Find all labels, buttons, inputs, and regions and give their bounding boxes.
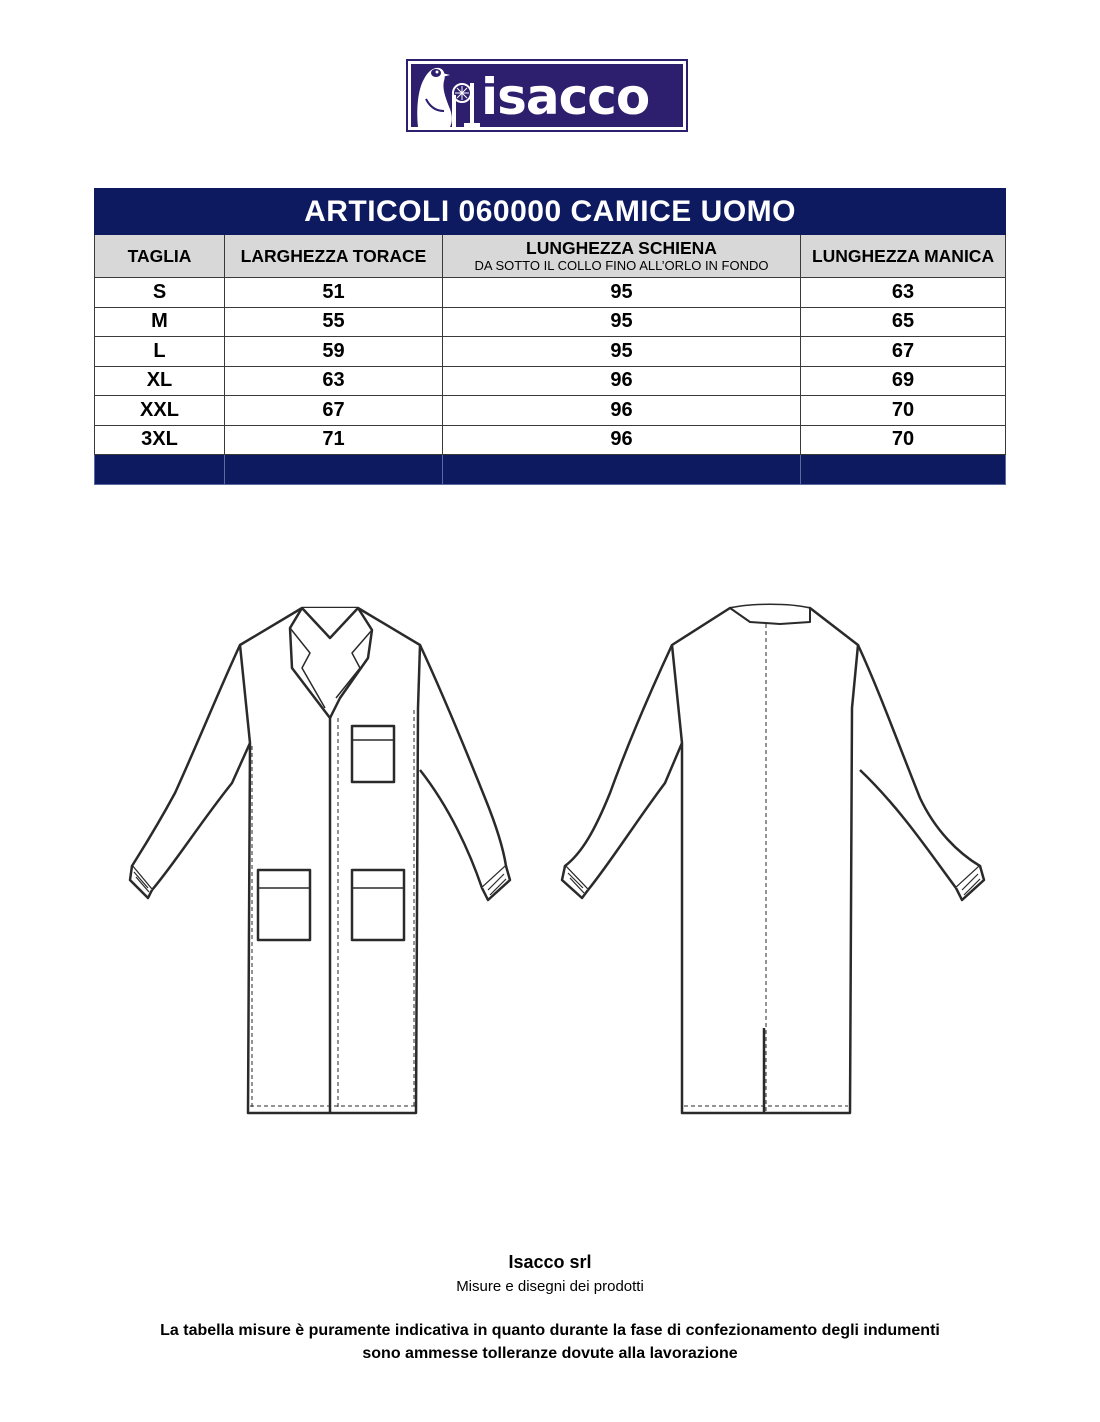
column-header-taglia [95, 235, 225, 278]
back-length-cell: 96 [443, 425, 801, 455]
table-row [95, 307, 1006, 337]
company-subtitle: Misure e disegni dei prodotti [456, 1278, 644, 1295]
table-footer-row [95, 455, 1006, 485]
size-cell: S [95, 278, 225, 308]
company-name: Isacco srl [508, 1252, 592, 1272]
chest-width-cell: 51 [225, 278, 443, 308]
disclaimer-line: sono ammesse tolleranze dovute alla lavorazione [362, 1345, 738, 1362]
column-header-label: TAGLIA [127, 245, 192, 266]
back-length-cell: 95 [443, 307, 801, 337]
table-title: ARTICOLI 060000 CAMICE UOMO [95, 189, 1006, 235]
chest-width-cell: 59 [225, 337, 443, 367]
back-length-cell: 95 [443, 278, 801, 308]
sleeve-length-cell: 67 [801, 337, 1006, 367]
size-table [94, 188, 1006, 485]
table-header-row [95, 235, 1006, 278]
table-row [95, 366, 1006, 396]
size-cell: XL [95, 366, 225, 396]
size-cell: XXL [95, 396, 225, 426]
sleeve-length-cell: 65 [801, 307, 1006, 337]
column-header-larghezza-torace [225, 235, 443, 278]
sleeve-length-cell: 70 [801, 396, 1006, 426]
table-row [95, 337, 1006, 367]
column-header-sublabel: DA SOTTO IL COLLO FINO ALL’ORLO IN FONDO [474, 258, 769, 274]
size-cell: M [95, 307, 225, 337]
size-cell: L [95, 337, 225, 367]
back-length-cell: 95 [443, 337, 801, 367]
sleeve-length-cell: 69 [801, 366, 1006, 396]
coat-front-drawing [130, 608, 510, 1113]
table-title-row [95, 189, 1006, 235]
logo-wordmark: isacco [481, 68, 650, 126]
column-header-label: LUNGHEZZA SCHIENA [526, 237, 717, 258]
chest-width-cell: 63 [225, 366, 443, 396]
table-row [95, 425, 1006, 455]
sleeve-length-cell: 70 [801, 425, 1006, 455]
coat-back-drawing [562, 604, 984, 1113]
column-header-lunghezza-manica [801, 235, 1006, 278]
column-header-lunghezza-schiena [443, 235, 801, 278]
column-header-label: LARGHEZZA TORACE [240, 245, 427, 266]
back-length-cell: 96 [443, 366, 801, 396]
table-footer-cell [95, 455, 225, 485]
column-header-label: LUNGHEZZA MANICA [811, 245, 995, 266]
chest-width-cell: 67 [225, 396, 443, 426]
table-footer-cell [225, 455, 443, 485]
isacco-logo [406, 59, 688, 132]
sleeve-length-cell: 63 [801, 278, 1006, 308]
chest-width-cell: 71 [225, 425, 443, 455]
table-footer-cell [801, 455, 1006, 485]
size-cell: 3XL [95, 425, 225, 455]
chest-width-cell: 55 [225, 307, 443, 337]
table-footer-cell [443, 455, 801, 485]
garment-drawings [120, 598, 990, 1118]
table-row [95, 396, 1006, 426]
table-row [95, 278, 1006, 308]
disclaimer [100, 1319, 1000, 1365]
back-length-cell: 96 [443, 396, 801, 426]
disclaimer-line: La tabella misure è puramente indicativa in quanto durante la fase di confezionamento degli indumenti [160, 1322, 940, 1339]
